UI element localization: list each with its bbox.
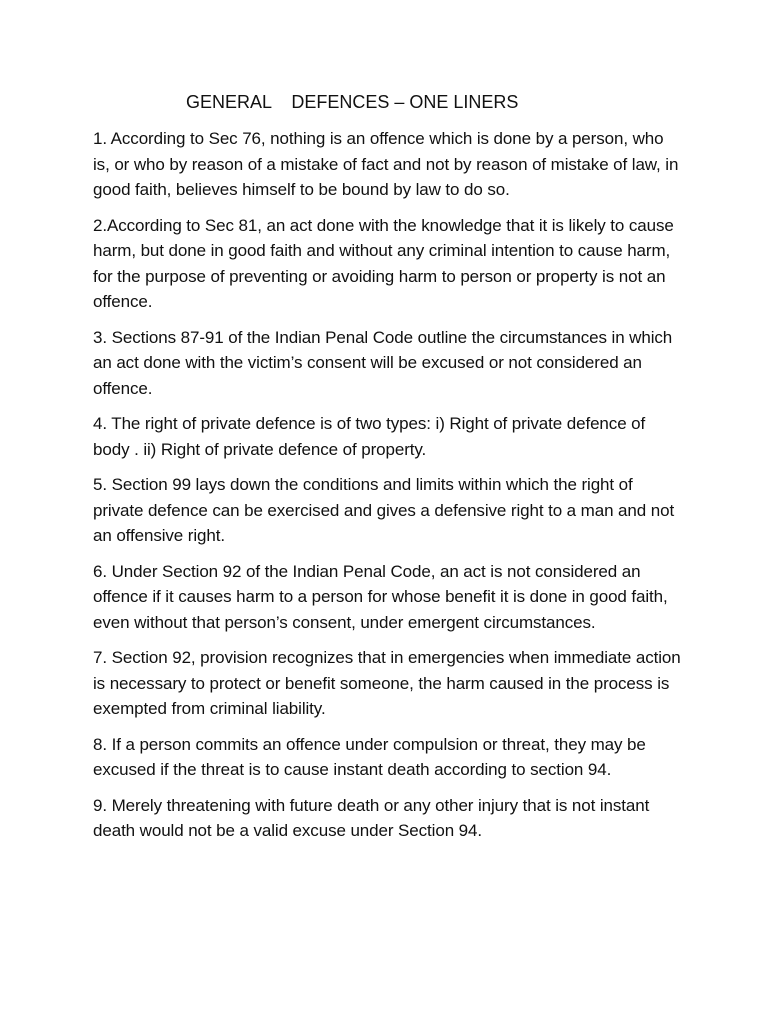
list-item: 2.According to Sec 81, an act done with the knowledge that it is likely to cause harm, but done in good faith and without any criminal intention to cause harm, for the purpose of preventing or avoiding harm to person or property is not an offence. (93, 215, 674, 311)
list-item: 4. The right of private defence is of two types: i) Right of private defence of body . ii) Right of private defence of property. (93, 414, 646, 459)
document-title: GENERAL DEFENCES – ONE LINERS (186, 92, 519, 112)
list-item: 5. Section 99 lays down the conditions and limits within which the right of private defence can be exercised and gives a defensive right to a man and not an offensive right. (93, 475, 675, 545)
list-item: 6. Under Section 92 of the Indian Penal Code, an act is not considered an offence if it causes harm to a person for whose benefit it is done in good faith, even without that person’s consent, under emergent circumstances. (93, 561, 668, 632)
document-body (93, 126, 683, 854)
list-item: 9. Merely threatening with future death or any other injury that is not instant death would not be a valid excuse under Section 94. (93, 795, 650, 840)
list-item: 7. Section 92, provision recognizes that in emergencies when immediate action is necessary to protect or benefit someone, the harm caused in the process is exempted from criminal liability. (93, 648, 681, 718)
list-item: 3. Sections 87-91 of the Indian Penal Code outline the circumstances in which an act done with the victim’s consent will be excused or not considered an offence. (93, 327, 673, 398)
list-item: 8. If a person commits an offence under compulsion or threat, they may be excused if the threat is to cause instant death according to section 94. (93, 734, 646, 779)
list-item: 1. According to Sec 76, nothing is an offence which is done by a person, who is, or who by reason of a mistake of fact and not by reason of mistake of law, in good faith, believes himself to be bound by law to do so. (93, 129, 679, 199)
